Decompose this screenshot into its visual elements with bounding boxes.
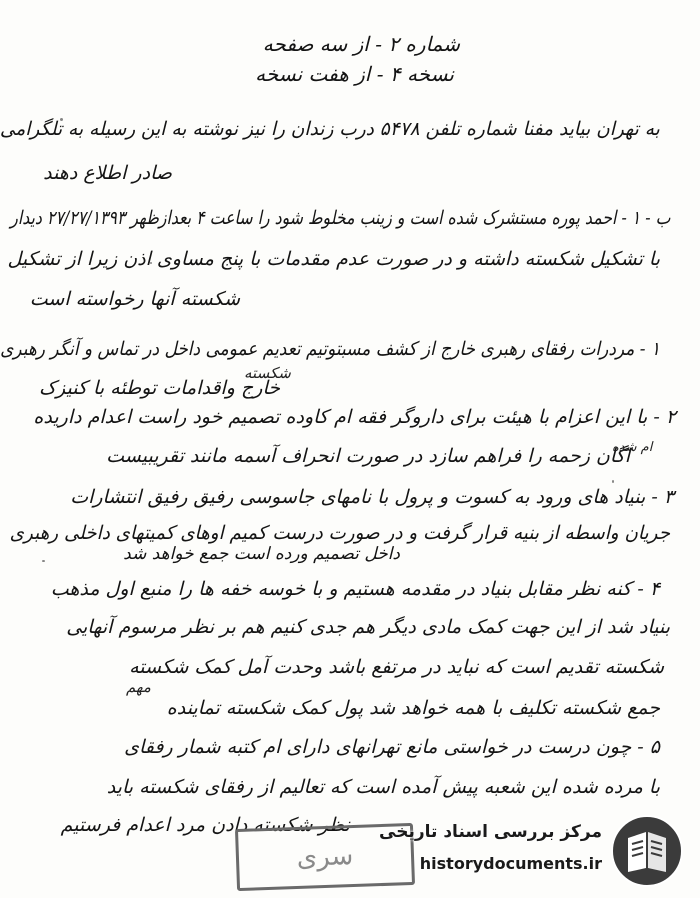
item-2-line-1: ۲ - با این اعزام با هیئت برای داروگر فقه ام کاوده تصمیم خود راست اعدام داریده (33, 406, 676, 428)
annotation-above-item-4-line-4: مهم (126, 678, 151, 696)
scan-speck (42, 560, 45, 562)
item-3-line-2: جریان واسطه از بنیه قرار گرفت و در صورت درست کمیم اوهای کمیتهای داخلی رهبری (9, 522, 670, 544)
annotation-above-item-2: شکسته (244, 364, 291, 382)
item-b1-line-2: با تشکیل شکسته داشته و در صورت عدم مقدمات با پنج مساوی اذن زیرا از تشکیل (7, 248, 660, 270)
item-5-line-2: با مرده شده این شعبه پیش آمده است که تعالیم از رفقای شکسته باید (106, 776, 660, 798)
watermark-title: مرکز بررسی اسناد تاریخی (379, 822, 602, 842)
stamp-text: سری (296, 841, 354, 873)
item-b1-line-1: ب - ۱ - احمد پوره مستشرک شده است و زینب مخلوط شود را ساعت ۴ بعدازظهر ۲۷/۲۷/۱۳۹۳ دیدار (9, 207, 670, 229)
item-1-line-1: ۱ - مردرات رفقای رهبری خارج از کشف مسبتوتیم تعدیم عمومی داخل در تماس و آنگر رهبری (0, 338, 660, 360)
header-line-1: شماره ۲ - از سه صفحه (262, 32, 460, 56)
item-4-line-4: جمع شکسته تکلیف با همه خواهد شد پول کمک شکسته تماینده (166, 697, 660, 719)
watermark (379, 808, 690, 892)
item-4-line-1: ۴ - کنه نظر مقابل بنیاد در مقدمه هستیم و با خوسه خفه ها را منبع اول مذهب (50, 578, 660, 600)
item-3-line-3: داخل تصمیم ورده است جمع خواهد شد (123, 544, 400, 564)
margin-annotation: ام شده (612, 440, 653, 455)
item-5-line-3: نظر شکسته دادن مرد اعدام فرستیم (60, 814, 350, 836)
item-b1-line-3: شکسته آنها رخواسته است (29, 288, 240, 310)
document-book-icon (610, 814, 684, 888)
watermark-url[interactable]: historydocuments.ir (419, 854, 602, 873)
item-4-line-2: بنیاد شد از این جهت کمک مادی دیگر هم جدی کنیم هم بر نظر مرسوم آنهایی (66, 616, 670, 638)
item-1-line-2: خارج واقدامات توطئه با کنیزک (39, 377, 280, 399)
item-4-line-3: شکسته تقدیم است که نباید در مرتفع باشد وحدت آمل کمک شکسته (129, 656, 664, 678)
header-line-2: نسخه ۴ - از هفت نسخه (255, 62, 454, 86)
item-3-line-1: ۳ - بنیاد های ورود به کسوت و پرول با نامهای جاسوسی رفیق رفیق انتشارات (70, 486, 674, 508)
intro-line-2: صادر اطلاع دهند (43, 162, 172, 184)
intro-line-1: به تهران بیاید مفنا شماره تلفن ۵۴۷۸ درب زندان را نیز نوشته به این رسیله به تلگرامی (0, 118, 660, 140)
item-2-line-2: اگان زحمه را فراهم سازد در صورت انحراف آسمه مانند تقریبیست (106, 445, 630, 467)
item-5-line-1: ۵ - چون درست در خواستی مانع تهرانهای دارای ام کتبه شمار رفقای (124, 736, 660, 758)
scan-speck (612, 480, 614, 483)
